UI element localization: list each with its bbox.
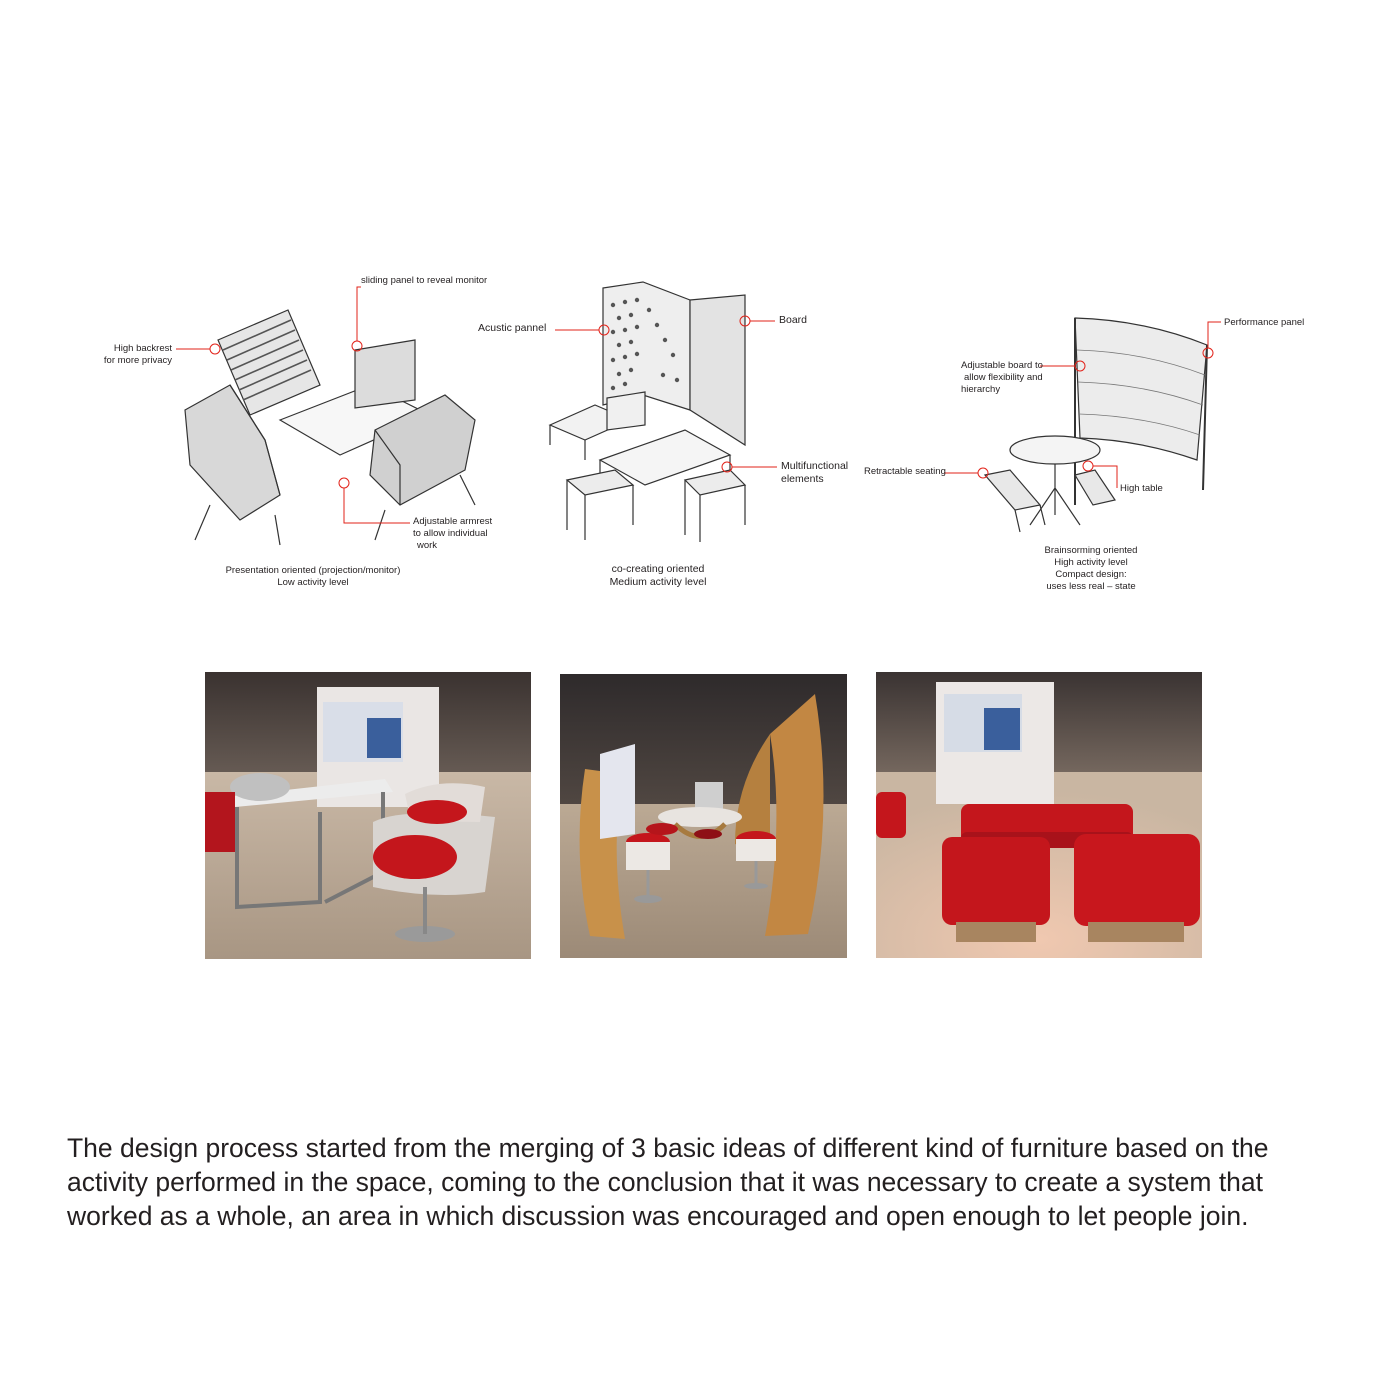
backrest-label-line1: High backrest <box>113 343 172 354</box>
acoustic-panel-label: Acustic pannel <box>478 322 547 334</box>
retractable-seating-label: Retractable seating <box>864 466 946 477</box>
adjustable-board-line3: hierarchy <box>961 384 1001 395</box>
presentation-caption-line2: Low activity level <box>277 577 349 588</box>
brainstorming-caption-line2: High activity level <box>1054 557 1128 568</box>
backrest-label-line2: for more privacy <box>103 355 172 366</box>
brainstorming-callout-lines <box>0 0 1400 620</box>
brainstorming-caption <box>1031 545 1151 593</box>
adjustable-board-line2: allow flexibility and <box>964 372 1043 383</box>
description-paragraph <box>67 1131 1357 1233</box>
brainstorming-render-drawing <box>876 672 1202 958</box>
brainstorming-render-image <box>876 672 1202 958</box>
co-creating-render-drawing <box>560 674 847 958</box>
description-line2: activity performed in the space, coming to the conclusion that it was necessary to create a system that <box>67 1167 1264 1197</box>
presentation-render-image <box>205 672 531 959</box>
description-line1: The design process started from the merging of 3 basic ideas of different kind of furniture based on the <box>67 1133 1269 1163</box>
multifunctional-label-line2: elements <box>781 473 824 485</box>
sliding-panel-label: sliding panel to reveal monitor <box>361 275 488 286</box>
armrest-label-line3: work <box>417 540 438 551</box>
board-label: Board <box>779 314 808 326</box>
presentation-caption-line1: Presentation oriented (projection/monitor) <box>225 565 401 576</box>
adjustable-board-label <box>961 360 1043 396</box>
brainstorming-caption-line4: uses less real – state <box>1046 581 1136 592</box>
presentation-render-drawing <box>205 672 531 959</box>
armrest-label-line2: to allow individual <box>413 528 488 539</box>
co-creating-caption-line2: Medium activity level <box>609 576 707 588</box>
armrest-label-line1: Adjustable armrest <box>413 516 493 527</box>
description-line3: worked as a whole, an area in which discussion was encouraged and open enough to let people join. <box>67 1201 1249 1231</box>
multifunctional-label-line1: Multifunctional <box>781 460 849 472</box>
co-creating-caption-line1: co-creating oriented <box>611 563 705 575</box>
co-creating-render-image <box>560 674 847 958</box>
brainstorming-caption-line1: Brainsorming oriented <box>1044 545 1138 556</box>
high-table-label: High table <box>1120 483 1163 494</box>
performance-panel-label: Performance panel <box>1224 317 1305 328</box>
adjustable-board-line1: Adjustable board to <box>961 360 1043 371</box>
brainstorming-caption-line3: Compact design: <box>1055 569 1127 580</box>
